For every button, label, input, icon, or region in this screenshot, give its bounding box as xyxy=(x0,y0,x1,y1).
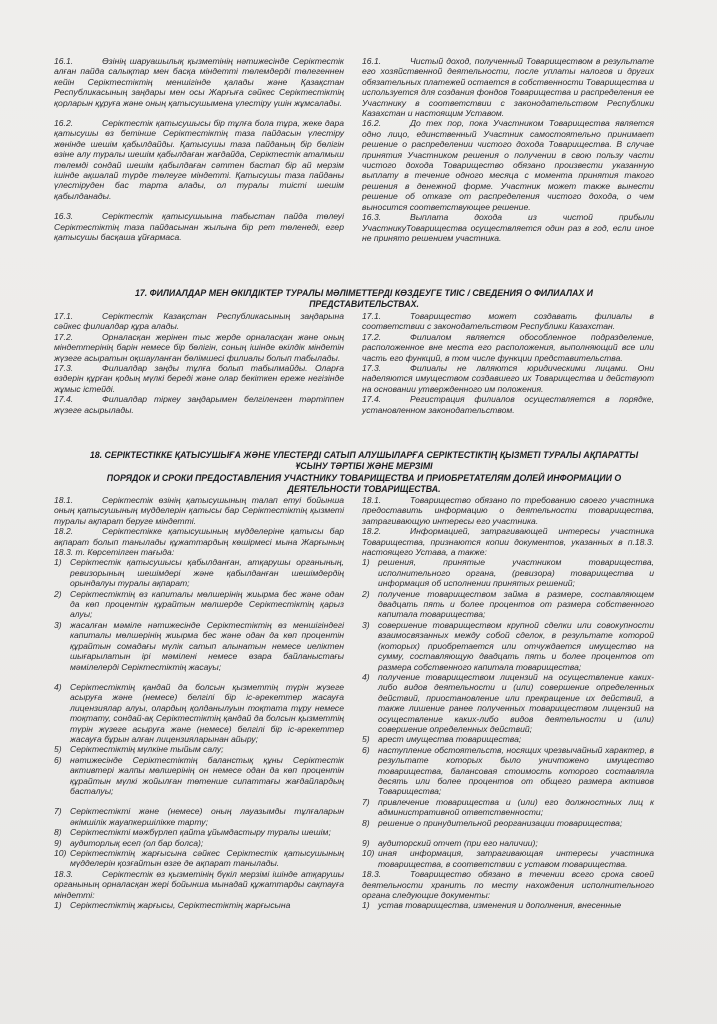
clause-17-4-ru: 17.4. Регистрация филиалов осуществляется в порядке, установленном законодательством. xyxy=(362,394,654,415)
list-item: 9) аудиторский отчет (при его наличии); xyxy=(362,838,538,848)
list-item: 3) жасалған мәміле нәтижесінде Серіктестіктің өз меншігіндегі капиталы мөлшерінің жиырма бес және одан да көп процентін құрайтын сомадағы мүлік сатып алынатын немесе иеліктен шығарылатын ірі мәмілені немесе өзара байланыстағы мәмілелерді Серіктестіктің жасауы; xyxy=(54,619,344,672)
clause-16-1-kz: 16.1. Өзінің шаруашылық қызметінің нәтижесінде Серіктестік алған пайда салықтар мен басқа міндетті төлемдерді төлегеннен кейін Серіктестіктің меншігінде қалады және Қазақстан Республикасының заңдары мен осы Жарғыға сәйкес Серіктестіктің қорларын құруға және оның қатысушымена үлестіру үшін жұмсалады. xyxy=(54,56,344,108)
list-item: 8) решение о принудительной реорганизации товарищества; xyxy=(362,817,623,828)
list-item: 7) привлечение товарищества и (или) его должностных лиц к административной ответственности; xyxy=(362,796,654,818)
list-item: 8) Серіктестікті мәжбүрлеп қайта ұйымдастыру туралы шешім; xyxy=(54,827,331,838)
clause-18-1-ru: 18.1. Товарищество обязано по требованию своего участника предоставить информацию о деятельности товарищества, затрагивающую интересы его участника. xyxy=(362,495,654,526)
list-item: 6) нәтижесінде Серіктестіктің баланстық құны Серіктестік активтері жалпы мөлшерінің он немесе одан да көп процентін құрайтын мүлкі жойылған төтенше сипаттағы жағдайлардың басталуы; xyxy=(54,754,344,796)
section18-heading: 18. СЕРІКТЕСТІККЕ ҚАТЫСУШЫҒА ЖӘНЕ ҮЛЕСТЕРДІ САТЫП АЛУШЫЛАРҒА СЕРІКТЕСТІКТІҢ ҚЫЗМЕТІ ТУРАЛЫ АҚПАРАТТЫ ҰСЫНУ ТӘРТІБІ ЖӘНЕ МЕРЗІМІ ПОРЯДОК И СРОКИ ПРЕДОСТАВЛЕНИЯ УЧАСТНИКУ ТОВАРИЩЕСТВА И ПРИОБРЕТАТЕЛЯМ ДОЛЕЙ ИНФОРМАЦИИ О ДЕЯТЕЛЬНОСТИ ТОВАРИЩЕСТВА. xyxy=(89,450,639,494)
clause-17-1-kz: 17.1. Серіктестік Казақстан Республикасының заңдарына сәйкес филиалдар құра алады. xyxy=(54,311,344,332)
list-item: 9) аудиторлық есеп (ол бар болса); xyxy=(54,837,204,848)
clause-16-3-ru: 16.3. Выплата дохода из чистой прибыли УчастникуТоварищества осуществляется один раз в год, если иное не принято решением участника. xyxy=(362,212,654,243)
list-item: 6) наступление обстоятельств, носящих чрезвычайный характер, в результате которых было уничтожено имущество товарищества, балансовая стоимость которого составляла десять или более процентов от общего размера активов Товарищества; xyxy=(362,744,654,797)
list-item: 2) Серіктестіктің өз капиталы мөлшерінің жиырма бес және одан да көп процентін құрайтын мөлшерде Серіктестіктің қарыз алуы; xyxy=(54,588,344,620)
clause-17-1-ru: 17.1. Товарищество может создавать филиалы в соответствии с законодательством Республики Казахстан. xyxy=(362,311,654,332)
section18-kz-column xyxy=(54,495,344,910)
clause-16-3-kz: 16.3. Серіктестік қатысушыына табыстан пайда төлеуі Серіктестіктің таза пайдасынан жылына бір рет төленеді, егер қатысушы басқаша ұйғармаса. xyxy=(54,211,344,243)
section17-heading: 17. ФИЛИАЛДАР МЕН ӨКІЛДІКТЕР ТУРАЛЫ МӘЛІМЕТТЕРДІ КӨЗДЕУГЕ ТИІС / СВЕДЕНИЯ О ФИЛИАЛАХ И ПРЕДСТАВИТЕЛЬСТВАХ. xyxy=(134,288,594,309)
section17-ru-column xyxy=(362,311,654,415)
clause-18-2-ru: 18.2. Информацией, затрагивающей интересы участника Товарищества, признаются копии документов, указанных в п.18.3. настоящего Устава, а также: xyxy=(362,526,654,558)
clause-18-2-kz-list xyxy=(54,557,344,868)
clause-17-2-ru: 17.2. Филиалом является обособленное подразделение, расположенное вне места его расположения, выполняющий все или часть его функций, в том числе функции представительства. xyxy=(362,331,654,363)
clause-16-2-ru: 16.2. До тех пор, пока Участником Товарищества является одно лицо, единственный Участник самостоятельно принимает решение о распределении чистого дохода Товарищества. В случае принятия Участником решения о получении в свою пользу части чистого дохода Товарищество обязано произвести указанную выплату в течение одного месяца с момента принятия такого решения в денежной форме. Участник может также вынести решение об отказе от распределения чистого дохода, о чем выносится соответствующее решение. xyxy=(362,118,654,212)
clause-16-1-ru: 16.1. Чистый доход, полученный Товариществом в результате его хозяйственной деятельности, после уплаты налогов и других обязательных платежей остается в собственности Товарищества и используется для создания фондов Товарищества и распределения ее Участнику в соответствии с законодательством Республики Казахстан и настоящим Уставом. xyxy=(362,56,654,119)
section17-kz-column xyxy=(54,311,344,415)
section18-ru-column xyxy=(362,495,654,911)
clause-18-2-kz: 18.2. Серіктестікке қатысушының мүдделеріне қатысы бар ақпарат болып танылады құжаттардың көшірмесі мына Жарғының 18.3. т. Көрсетілген тағыда: xyxy=(54,526,344,558)
clause-17-3-ru: 17.3. Филиалы не лвляются юридическими лицами. Они наделяются имуществом создавшего их Товарищества и действуют на основании утвержденного им положения. xyxy=(362,363,654,394)
list-item: 10) Серіктестіктің жарғысына сәйкес Серіктестік қатысушының мүдделерін қозғайтын өзге де ақпарат танылады. xyxy=(54,848,344,869)
list-item: 2) получение товариществом займа в размере, составляющем двадцать пять и более процентов от размера собственного капитала товарищества; xyxy=(362,588,654,620)
list-item: 4) Серіктестіктің қандай да болсын қызметтің түрін жүзеге асыруға және (немесе) белгілі бір іс-әрекеттер жасауға лицензиялар алуы, олардың қолданылуын тоқтата тұру немесе тоқтату, сондай-ақ Серіктестіктің қандай да болсын қызметтің түрін жүзеге асыруға және (немесе) белгілі бір іс-әрекеттер жасауға бұрын алған лицензияларынан айыру; xyxy=(54,681,344,744)
list-item: 5) Серіктестіктің мүлкіне тыйым салу; xyxy=(54,744,224,755)
list-item: 3) совершение товариществом крупной сделки или совокупности взаимосвязанных между собой сделок, в результате которой (которых) приобретается или отчуждается имущество на сумму, составляющую двадцать пять и более процентов от размера собственного капитала товарищества; xyxy=(362,619,654,672)
section16-kz-column xyxy=(54,56,344,243)
clause-18-1-kz: 18.1. Серіктестік өзінің қатысушының талап етуі бойынша оның қатысушының мүдделерін қатысы бар Серіктестіктің қызметі туралы ақпарат беруге міндетті. xyxy=(54,495,344,526)
clause-17-4-kz: 17.4. Филиалдар тіркеу заңдарымен белгіленген тәртіппен жүзеге асырылады. xyxy=(54,394,344,415)
list-item: 1) устав товарищества, изменения и дополнения, внесенные xyxy=(362,900,622,911)
list-item: 4) получение товариществом лицензий на осуществление каких-либо видов деятельности и (или) совершение определенных действий, приостановление или прекращение их действий, а также лишение ранее полученных товариществом лицензий на осуществление каких-либо видов деятельности и (или) совершение определенных действий; xyxy=(362,671,654,734)
clause-18-3-ru: 18.3. Товарищество обязано в течении всего срока своей деятельности хранить по месту нахождения исполнительного органа следующие документы: xyxy=(362,869,654,901)
section16-ru-column xyxy=(362,56,654,243)
list-item: 5) арест имущества товарищества; xyxy=(362,734,522,745)
clause-17-3-kz: 17.3. Филиалдар заңды тұлға болып табылмайды. Оларға өздерін құрған қодың мүлкі береді және олар бекіткен ереже негізінде жұмыс істейді. xyxy=(54,363,344,394)
list-item: 7) Серіктестікті және (немесе) оның лауазымды тұлғаларын әкімшілік жауапкершілікке тарту; xyxy=(54,806,344,827)
list-item: 1) решения, принятые участником товарищества, исполнительного органа, (ревизора) товарищества и информация об исполнении принятых решений; xyxy=(362,557,654,589)
clause-18-3-kz-list xyxy=(54,900,344,910)
clause-16-2-kz: 16.2. Серіктестік қатысушысы бір тұлға бола тұра, жеке дара қатысушы өз бетінше Серіктестіктің таза пайдасын үлестіру жөнінде шешім қабылдайды. Қатысушы таза пайданың бір бөлігін өзіне алу туралы шешім қабылдаған жағдайда, Серіктестік аталмыш төлемді сондай шешім қабылдаған сәттен бастап бір ай мерзім ішінде ақшалай түрде төлеуге міндетті. Қатысушы таза пайданы үлестіруден бас тарта алады, ол туралы тиісті шешім қабылданады. xyxy=(54,118,344,201)
list-item: 1) Серіктестіктің жарғысы, Серіктестіктің жарғысына xyxy=(54,900,291,911)
clause-18-3-kz: 18.3. Серіктестік өз қызметінің бүкіл мерзімі ішінде атқарушы органының орналасқан жері бойынша мынадай құжаттарды сақтауға міндетті: xyxy=(54,868,344,900)
clause-17-2-kz: 17.2. Орналасқан жерінен тыс жерде орналасқан және оның міндеттерінің барін немесе бір бөлігін, соның ішінде өкілдік міндетін жүзеге асыратын оқшауланған бөлімшесі филиалы болып табылады. xyxy=(54,331,344,363)
clause-18-3-ru-list xyxy=(362,900,654,910)
list-item: 1) Серіктестік қатысушысы қабылданған, атқарушы органының, ревизорының шешімдері және қабылданған шешімдердің орындалуы туралы ақпарат; xyxy=(54,557,344,589)
list-item: 10) иная информация, затрагивающая интересы участника товарищества, в соответствии с уставом товарищества. xyxy=(362,848,654,869)
clause-18-2-ru-list xyxy=(362,557,654,869)
